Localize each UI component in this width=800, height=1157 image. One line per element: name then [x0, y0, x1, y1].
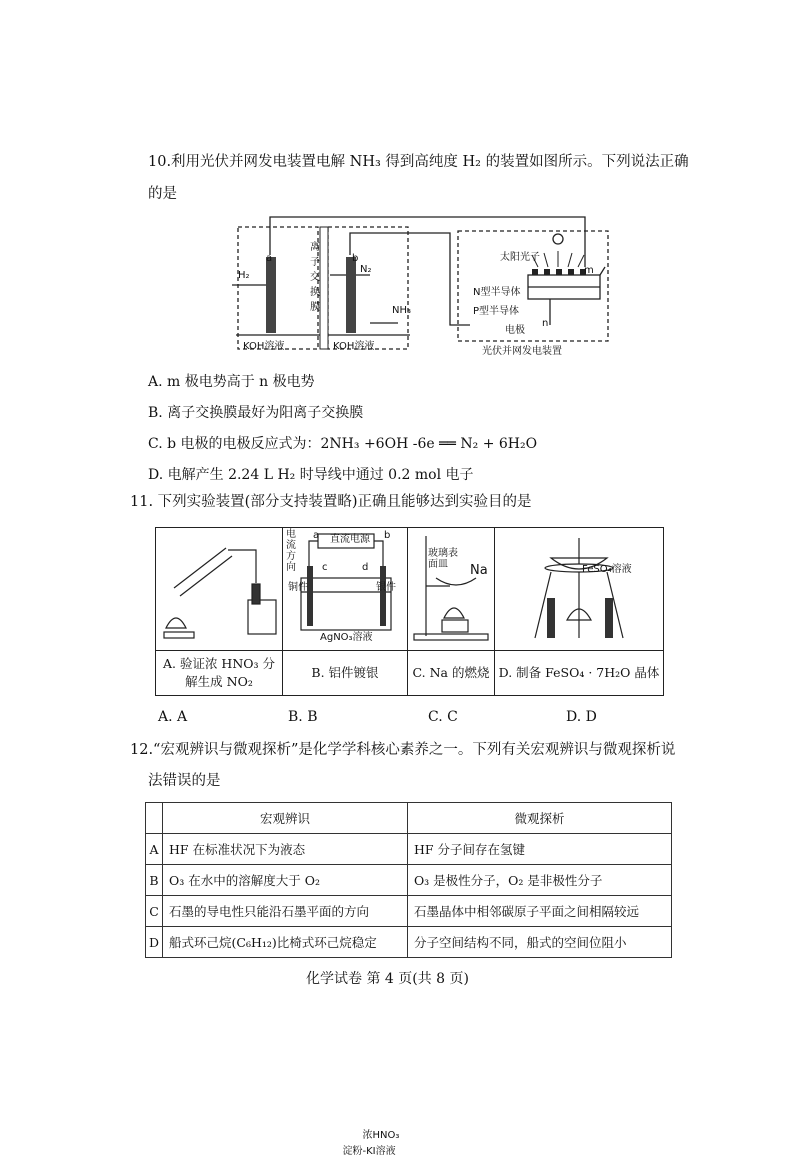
label-current: 电流方向: [286, 529, 296, 573]
q12-header-row: [146, 803, 672, 834]
table-row: A HF 在标准状况下为液态 HF 分子间存在氢键: [146, 834, 672, 865]
apparatus-c: [408, 528, 495, 651]
label-a: a: [266, 253, 273, 264]
caption-c: C. Na 的燃烧: [408, 651, 495, 696]
header-macro: 宏观辨识: [163, 803, 408, 834]
apparatus-d: [495, 528, 664, 651]
label-d: d: [362, 562, 369, 573]
label-silver: 银件: [376, 582, 396, 593]
caption-d: D. 制备 FeSO₄ · 7H₂O 晶体: [495, 651, 664, 696]
label-b: b: [352, 253, 359, 264]
label-n: n: [542, 318, 549, 329]
label-watch-glass: 玻璃表面皿: [428, 548, 458, 570]
caption-b: B. 铝件镀银: [283, 651, 408, 696]
table-row: C 石墨的导电性只能沿石墨平面的方向 石墨晶体中相邻碳原子平面之间相隔较远: [146, 896, 672, 927]
header-micro: 微观探析: [407, 803, 671, 834]
label-koh-right: KOH溶液: [333, 341, 375, 352]
q11-answer-d: D. D: [566, 709, 597, 725]
label-b-b: b: [384, 530, 391, 541]
label-device: 光伏并网发电装置: [482, 346, 562, 357]
q12-table: [145, 802, 672, 958]
q10-stem-line1: 10.利用光伏并网发电装置电解 NH₃ 得到高纯度 H₂ 的装置如图所示。下列说法正确: [148, 154, 689, 170]
q11-stem: 11. 下列实验装置(部分支持装置略)正确且能够达到实验目的是: [130, 494, 532, 510]
label-copper: 铜件: [288, 582, 308, 593]
label-n2: N₂: [360, 264, 372, 275]
q10-option-a: A. m 极电势高于 n 极电势: [148, 374, 315, 390]
q11-answer-c: C. C: [428, 709, 458, 725]
label-h2: H₂: [238, 270, 250, 281]
q12-stem-line2: 法错误的是: [148, 773, 221, 789]
q10-option-d: D. 电解产生 2.24 L H₂ 时导线中通过 0.2 mol 电子: [148, 467, 474, 483]
label-a-b: a: [313, 530, 320, 541]
label-nh3: NH₃: [392, 305, 412, 316]
label-electrode: 电极: [505, 325, 525, 336]
q11-answer-b: B. B: [288, 709, 318, 725]
label-agno3: AgNO₃溶液: [320, 632, 373, 643]
page-footer: 化学试卷 第 4 页(共 8 页): [306, 971, 469, 987]
q10-option-c: C. b 电极的电极反应式为：2NH₃ +6OH -6e ══ N₂ + 6H₂O: [148, 436, 538, 452]
label-conc-hno3: 浓HNO₃: [362, 1129, 400, 1141]
q10-option-b: B. 离子交换膜最好为阳离子交换膜: [148, 405, 364, 421]
caption-a: A. 验证浓 HNO₃ 分 解生成 NO₂: [156, 651, 283, 696]
label-na: Na: [470, 563, 488, 578]
label-c: c: [322, 562, 328, 573]
label-p-semi: P型半导体: [473, 306, 520, 317]
label-power: 直流电源: [330, 534, 370, 545]
q12-stem-line1: 12.“宏观辨识与微观探析”是化学学科核心素养之一。下列有关宏观辨识与微观探析说: [130, 742, 676, 758]
label-koh-left: KOH溶液: [243, 341, 285, 352]
q11-answer-a: A. A: [158, 709, 188, 725]
label-membrane: 离 子 交 换 膜: [310, 242, 320, 313]
label-n-semi: N型半导体: [473, 287, 521, 298]
table-row: B O₃ 在水中的溶解度大于 O₂ O₃ 是极性分子，O₂ 是非极性分子: [146, 865, 672, 896]
label-m: m: [584, 265, 594, 276]
label-feso4: FeSO₄溶液: [582, 564, 632, 575]
q10-stem-line2: 的是: [148, 186, 177, 202]
label-sun: 太阳光子: [500, 252, 540, 263]
table-row: D 船式环己烷(C₆H₁₂)比椅式环己烷稳定 分子空间结构不同，船式的空间位阻小: [146, 927, 672, 958]
label-starch-ki: 淀粉-KI溶液: [342, 1145, 396, 1157]
